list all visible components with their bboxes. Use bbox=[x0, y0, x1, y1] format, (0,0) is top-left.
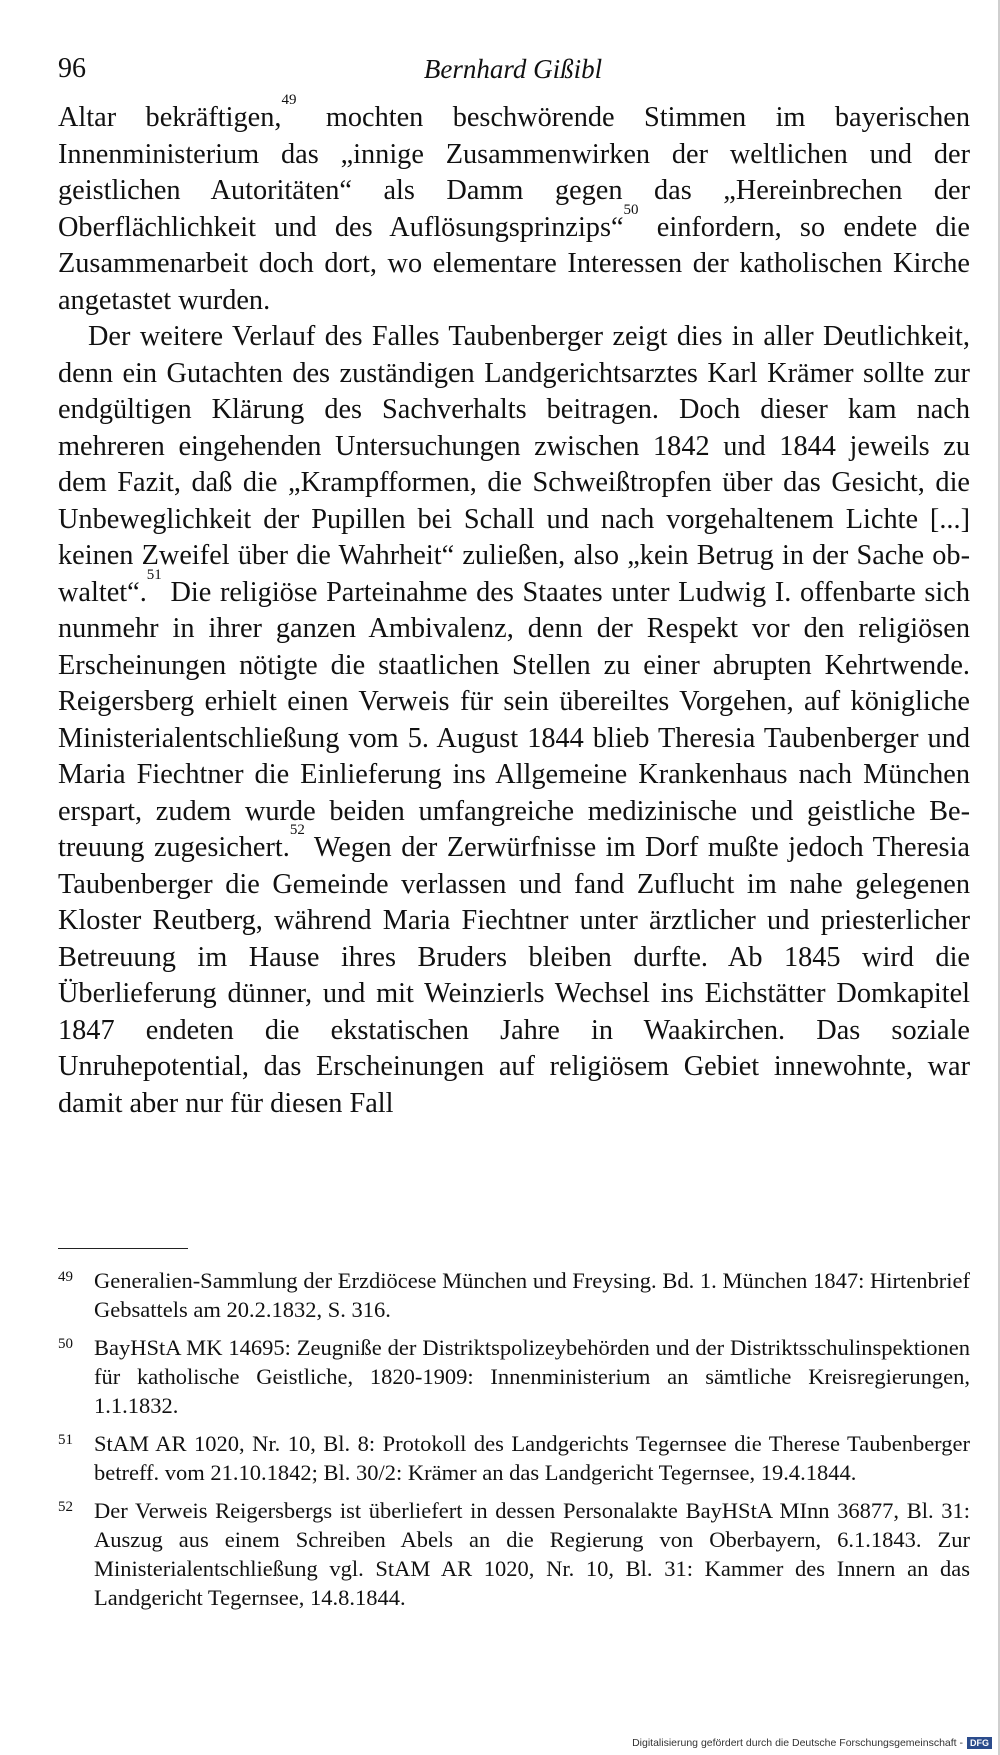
digitization-credit bbox=[632, 1737, 992, 1749]
footnote-ref-51[interactable]: 51 bbox=[146, 566, 162, 583]
main-text bbox=[58, 92, 970, 1122]
footnote-52 bbox=[58, 1496, 970, 1612]
paragraph-1 bbox=[58, 92, 970, 319]
footnote-number: 50 bbox=[58, 1336, 73, 1352]
paragraph-1-part-b: mochten beschwörende Stimmen im bayerischen Innenministerium das „innige Zusammenwirken der weltlichen und der geistlichen Autoritäten“ als Damm gegen das „Hereinbrechen der Oberflächlichkeit und des Auflösungsprinzips“ bbox=[58, 102, 970, 243]
footnote-text: BayHStA MK 14695: Zeugniße der Distriktspolizeybehörden und der Distriktsschulinspektionen für katholische Geistliche, 1820-1909: Innenministerium an sämtliche Kreisregierungen, 1.1.1832. bbox=[94, 1335, 970, 1418]
footnote-text: Der Verweis Reigersbergs ist überliefert in dessen Personalakte BayHStA MInn 36877, Bl. 31: Auszug aus einem Schreiben Abels an die Regierung von Oberbayern, 6.1.1843. Zur Ministerialentschließung vgl. StAM AR 1020, Nr. 10, Bl. 31: Kammer des Innern an das Landgericht Tegernsee, 14.8.1844. bbox=[94, 1498, 970, 1610]
page-header bbox=[58, 50, 968, 90]
footnote-ref-52[interactable]: 52 bbox=[289, 822, 305, 839]
footnotes bbox=[58, 1266, 970, 1621]
footnote-ref-49[interactable]: 49 bbox=[281, 92, 297, 109]
footnote-49 bbox=[58, 1266, 970, 1324]
footnote-text: StAM AR 1020, Nr. 10, Bl. 8: Protokoll des Landgerichts Tegernsee die Therese Taubenberger betreff. vom 21.10.1842; Bl. 30/2: Krämer an das Landgericht Tegernsee, 19.4.1844. bbox=[94, 1431, 970, 1485]
footnote-text: Generalien-Sammlung der Erzdiöcese München und Freysing. Bd. 1. München 1847: Hirtenbrief Gebsattels am 20.2.1832, S. 316. bbox=[94, 1268, 970, 1322]
footnote-number: 52 bbox=[58, 1499, 73, 1515]
paragraph-1-part-a: Altar bekräftigen, bbox=[58, 102, 282, 133]
footnote-51 bbox=[58, 1429, 970, 1487]
paragraph-2-part-a: Der weitere Verlauf des Falles Taubenberger zeigt dies in aller Deutlichkeit, denn ein Gutachten des zuständigen Landgerichtsarztes Karl Krämer sollte zur endgültigen Klärung des Sachverhalts beitragen. Doch dieser kam nach mehreren eingehenden Untersuchungen zwischen 1842 und 1844 jeweils zu dem Fazit, daß die „Krampfformen, die Schweißtropfen über das Gesicht, die Unbeweglichkeit der Pupillen bei Schall und nach vorgehaltenem Lichte [...] keinen Zweifel über die Wahrheit“ zuließen, also „kein Betrug in der Sache obwaltet“. bbox=[58, 321, 970, 608]
credit-text: Digitalisierung gefördert durch die Deutsche Forschungsgemeinschaft - bbox=[632, 1736, 963, 1749]
footnote-50 bbox=[58, 1333, 970, 1420]
paragraph-2 bbox=[58, 319, 970, 1122]
paragraph-1-part-c: einfordern, so endete die Zusammenarbeit doch dort, wo elementare Interessen der katholischen Kirche angetastet wurden. bbox=[58, 211, 970, 316]
paragraph-2-part-b: Die religiöse Parteinahme des Staates unter Ludwig I. offenbarte sich nunmehr in ihrer ganzen Ambivalenz, denn der Respekt vor den religiösen Erscheinungen nötigte die staatlichen Stellen zu einer abrupten Kehrtwende. Reigersberg erhielt einen Verweis für sein übereiltes Vorgehen, auf königliche Ministerialentschließung vom 5. August 1844 blieb Theresia Taubenberger und Maria Fiechtner die Einlieferung ins Allgemeine Krankenhaus nach München erspart, zudem wurde beiden umfangreiche medizinische und geistliche Betreuung zugesichert. bbox=[58, 576, 970, 863]
running-head-author: Bernhard Gißibl bbox=[423, 54, 603, 84]
page-number: 96 bbox=[58, 53, 86, 84]
footnote-number: 51 bbox=[58, 1432, 73, 1448]
paragraph-2-part-c: Wegen der Zerwürfnisse im Dorf mußte jedoch Theresia Taubenberger die Gemeinde verlassen und fand Zuflucht im nahe gelegenen Kloster Reutberg, während Maria Fiechtner unter ärztlicher und priesterlicher Betreuung im Hause ihres Bruders bleiben durfte. Ab 1845 wird die Überlieferung dünner, und mit Weinzierls Wechsel ins Eichstätter Domkapitel 1847 endeten die ekstatischen Jahre in Waakirchen. Das soziale Unruhepotential, das Erscheinungen auf religiösem Gebiet innewohnte, war damit aber nur für diesen Fall bbox=[58, 832, 970, 1119]
dfg-logo: DFG bbox=[967, 1737, 992, 1749]
footnote-separator bbox=[58, 1248, 188, 1249]
footnote-ref-50[interactable]: 50 bbox=[623, 201, 639, 218]
footnote-number: 49 bbox=[58, 1269, 73, 1285]
